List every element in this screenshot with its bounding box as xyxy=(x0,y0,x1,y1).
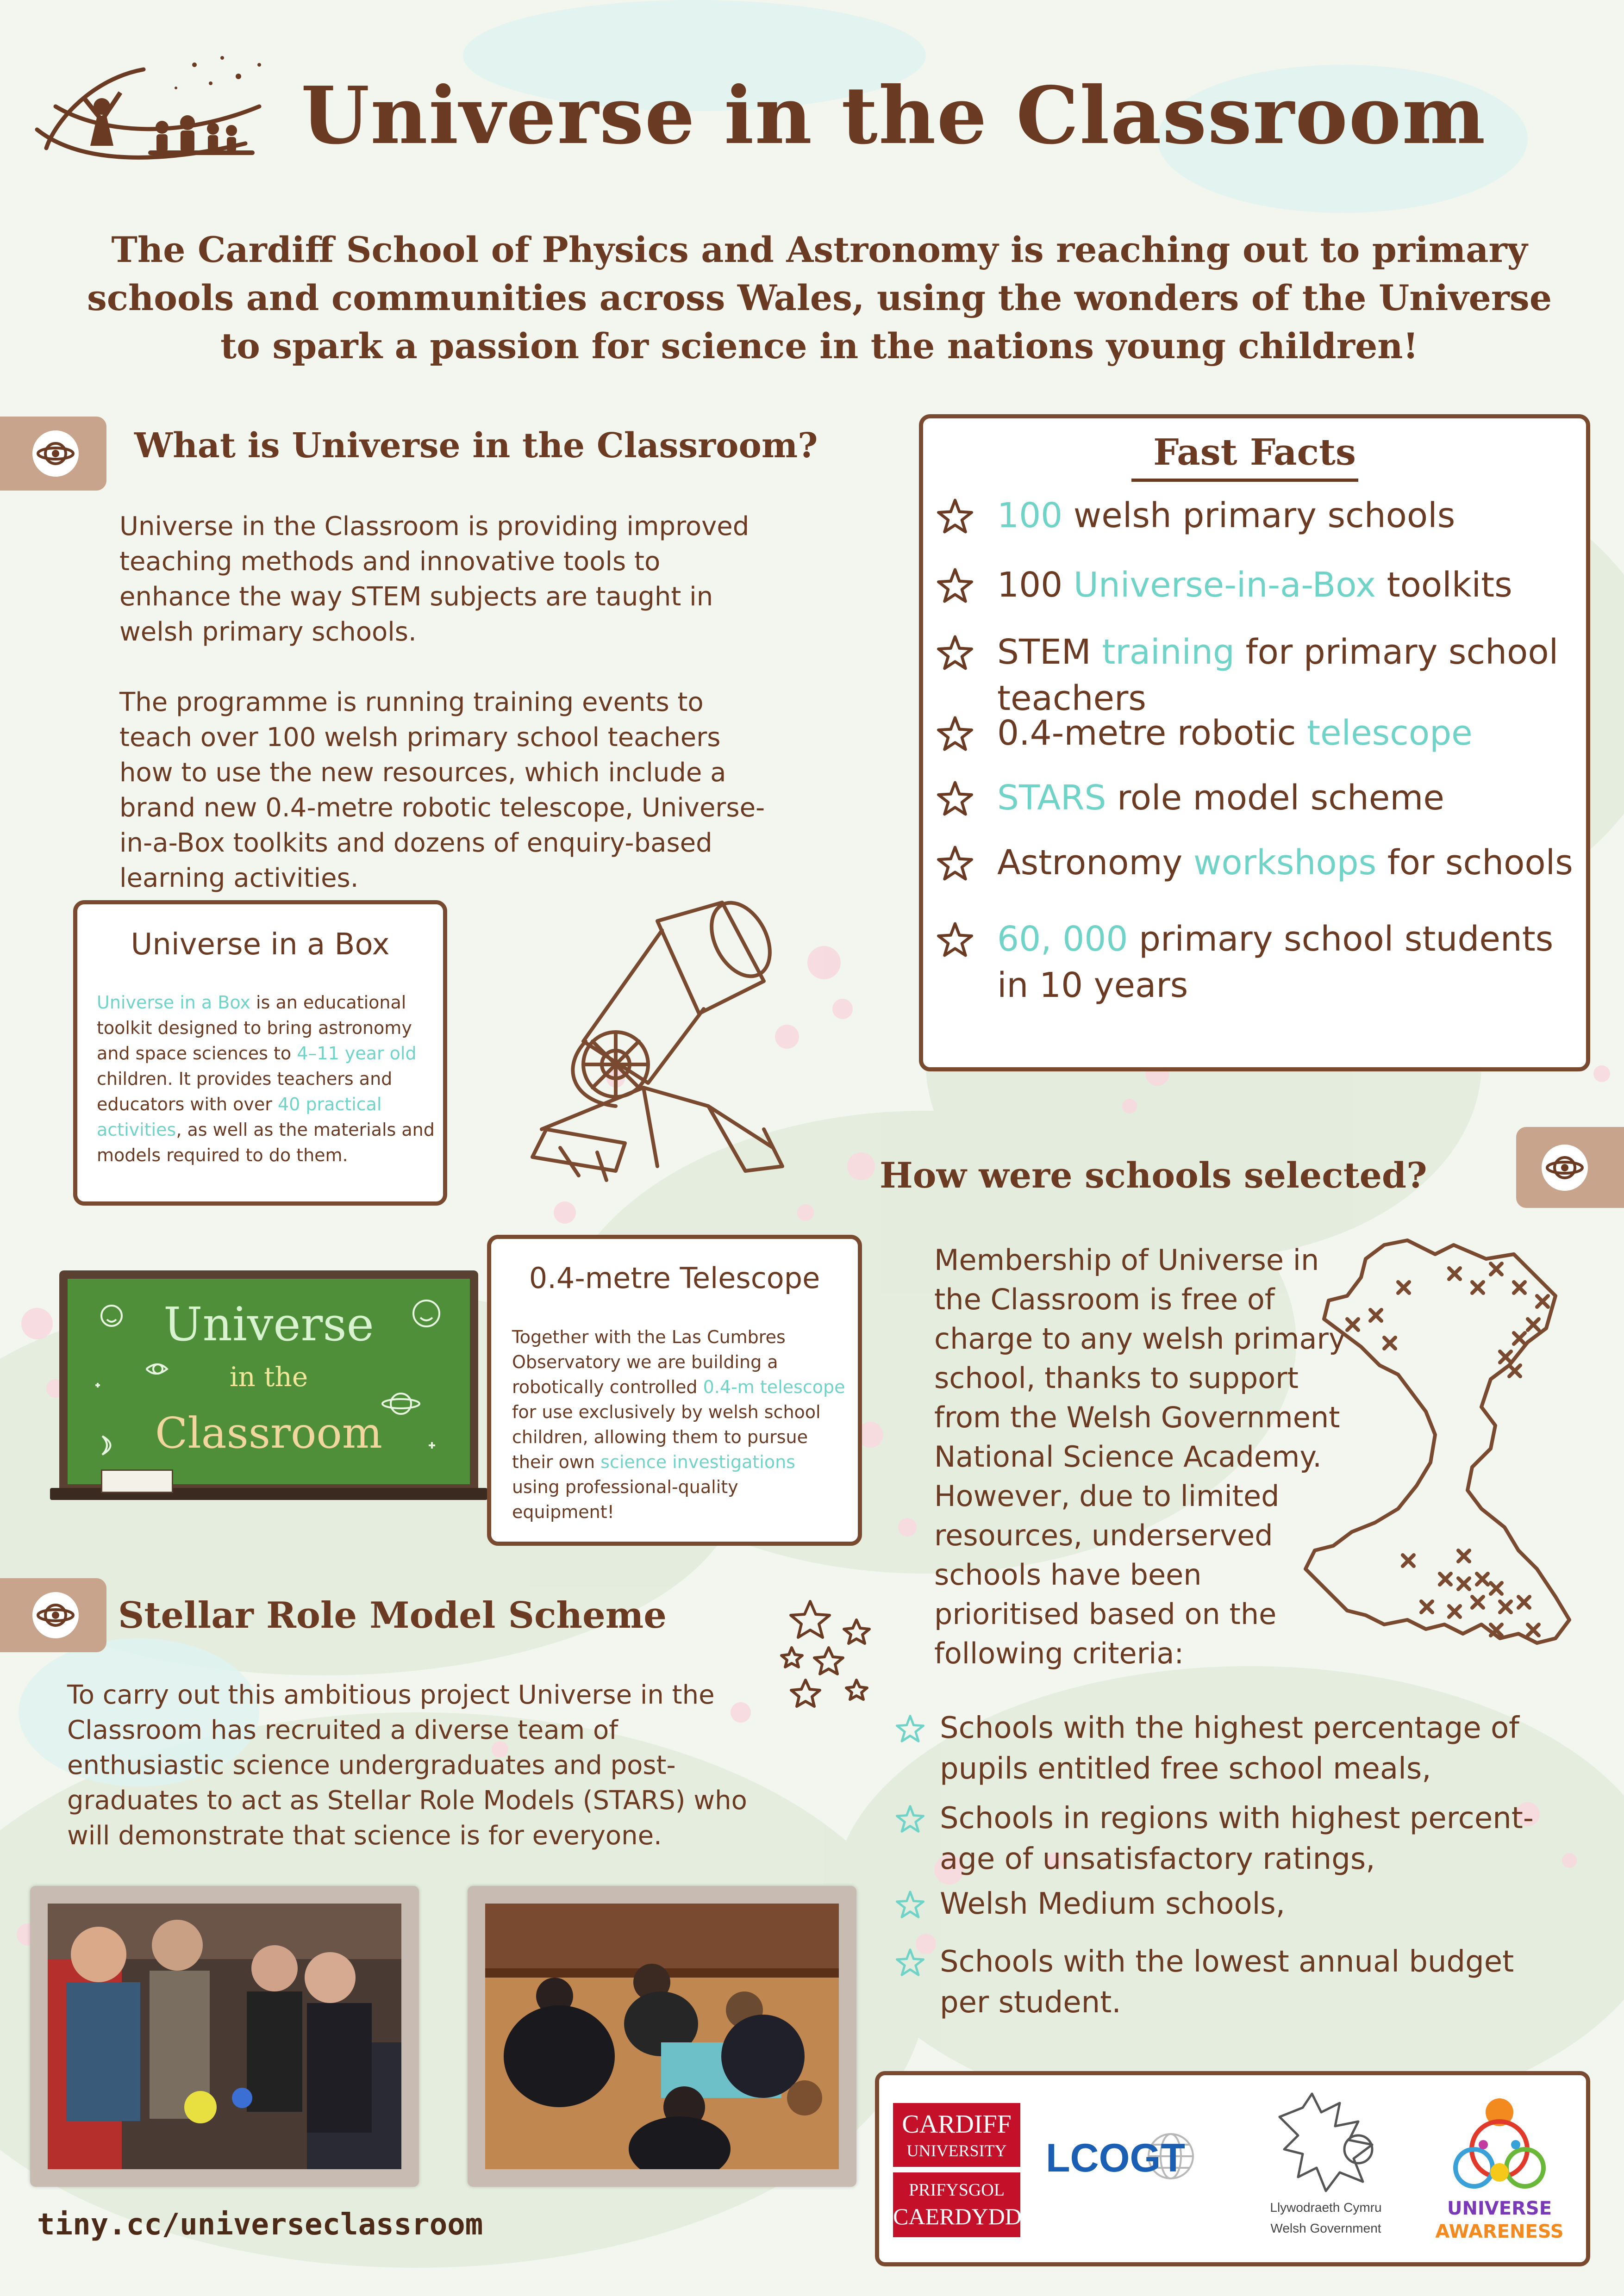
section-tab xyxy=(0,417,106,491)
fast-fact-text: 100 Universe-in-a-Box toolkits xyxy=(997,565,1512,605)
fast-fact-highlight: 100 xyxy=(997,496,1063,535)
fast-fact-highlight: telescope xyxy=(1306,713,1473,753)
star-icon xyxy=(937,498,973,534)
chalkboard-illustration xyxy=(59,1270,478,1511)
uiab-title: Universe in a Box xyxy=(131,927,390,962)
star-icon xyxy=(937,780,973,816)
what-heading: What is Universe in the Classroom? xyxy=(134,426,818,466)
fast-fact-text: STEM training for primary school xyxy=(997,632,1559,672)
section-tab xyxy=(1516,1127,1624,1208)
photo-classroom-students xyxy=(48,1904,401,2169)
telescope-illustration xyxy=(505,889,819,1189)
fast-fact-highlight: workshops xyxy=(1193,843,1377,883)
photo-workshop xyxy=(468,1886,856,2187)
fast-fact-highlight: 60, 000 xyxy=(997,919,1128,959)
photo-children-on-floor xyxy=(485,1904,839,2169)
star-icon xyxy=(937,716,973,752)
selected-body: Membership of Universe in the Classroom is free of charge to any welsh primary school, thanks to support from the Welsh Government National Science Academy. However, due to limited resources, underserved schools have been prioritised based on the following criteria: xyxy=(934,1243,1346,1670)
fast-fact-highlight: training xyxy=(1102,632,1235,672)
star-icon xyxy=(937,635,973,671)
chalkboard-line-2: in the xyxy=(229,1361,308,1393)
eraser xyxy=(101,1469,173,1493)
website-url[interactable]: tiny.cc/universeclassroom xyxy=(37,2208,483,2242)
dragon-icon xyxy=(1270,2089,1381,2196)
planet-icon xyxy=(32,1592,79,1638)
fast-fact-highlight: STARS xyxy=(997,778,1106,818)
star-icon xyxy=(937,845,973,881)
selected-heading: How were schools selected? xyxy=(880,1155,1427,1196)
fast-fact-text: 60, 000 primary school students xyxy=(997,919,1554,959)
caerdydd-text: CAERDYDD xyxy=(893,2203,1022,2229)
telescope-title: 0.4-metre Telescope xyxy=(529,1261,820,1295)
fast-fact-text-line-2: teachers xyxy=(997,678,1146,718)
lcogt-text: LCOGT xyxy=(1046,2136,1185,2180)
ua-text-2: AWARENESS xyxy=(1435,2221,1564,2242)
section-tab xyxy=(0,1578,106,1652)
heading-underline xyxy=(1131,479,1358,482)
teal-star-icon xyxy=(896,1714,924,1743)
criteria-item: Schools in regions with highest percent- age of unsatisfactory ratings, xyxy=(940,1801,1534,1876)
lcogt-logo xyxy=(1046,2126,1199,2200)
teal-star-icon xyxy=(896,1890,924,1919)
telescope-panel xyxy=(487,1235,862,1546)
what-paragraph-1: Universe in the Classroom is providing improved teaching methods and innovative tools to enhance the way STEM subjects are taught in welsh primary schools. xyxy=(119,511,750,647)
fast-fact-text: 100 welsh primary schools xyxy=(997,496,1455,535)
fast-facts-box xyxy=(919,414,1590,1071)
wg-welsh-text: Llywodraeth Cymru xyxy=(1270,2200,1382,2215)
chalkboard-line-3: Classroom xyxy=(155,1408,383,1458)
intro-text: The Cardiff School of Physics and Astronomy is reaching out to primary schools and communities across Wales, using the wonders of the Universe to spark a passion for science in the nations young children! xyxy=(87,229,1552,367)
photo-role-models xyxy=(30,1886,419,2187)
fast-facts-heading: Fast Facts xyxy=(1153,431,1356,473)
teal-star-icon xyxy=(896,1948,924,1977)
page-title: Universe in the Classroom xyxy=(301,69,1487,162)
cardiff-university-logo xyxy=(893,2103,1020,2237)
chalkboard-surface xyxy=(68,1279,470,1484)
fast-fact-text: STARS role model scheme xyxy=(997,778,1444,818)
star-icon xyxy=(937,921,973,958)
criteria-item: Welsh Medium schools, xyxy=(940,1887,1286,1921)
universe-awareness-icon xyxy=(1446,2094,1553,2196)
criteria-item: Schools with the highest percentage of pupils entitled free school meals, xyxy=(940,1711,1519,1786)
chalkboard-line-1: Universe xyxy=(163,1297,374,1351)
stars-heading: Stellar Role Model Scheme xyxy=(118,1594,667,1636)
welsh-government-logo xyxy=(1259,2089,1393,2256)
fast-fact-text-line-2: in 10 years xyxy=(997,965,1188,1005)
fast-fact-text: Astronomy workshops for schools xyxy=(997,843,1573,883)
planet-icon xyxy=(32,430,79,477)
stars-body: To carry out this ambitious project Universe in the Classroom has recruited a diverse team of enthusiastic science undergraduates and post-graduates to act as Stellar Role Models (STARS) who will demonstrate that science is for everyone. xyxy=(67,1680,747,1851)
star-icon xyxy=(937,567,973,604)
university-text: UNIVERSITY xyxy=(906,2141,1007,2160)
fast-fact-highlight: Universe-in-a-Box xyxy=(1073,565,1376,605)
teal-star-icon xyxy=(896,1804,924,1833)
chalk-doodles xyxy=(68,1279,470,1484)
criteria-item: Schools with the lowest annual budget per student. xyxy=(940,1945,1514,2020)
universe-in-a-box-panel xyxy=(73,900,447,1206)
cardiff-text: CARDIFF xyxy=(902,2110,1012,2139)
fast-fact-text: 0.4-metre robotic telescope xyxy=(997,713,1473,753)
uiab-body: Universe in a Box is an educational toolkit designed to bring astronomy and space sciences to 4–11 year old children. It provides teachers and educators with over 40 practical activities, as well as the materials and models required to do them. xyxy=(97,992,435,1165)
what-paragraph-2: The programme is running training events to teach over 100 welsh primary school teachers how to use the new resources, which include a brand new 0.4-metre robotic telescope, Universe-in-a-Box toolkits and dozens of enquiry-based learning activities. xyxy=(119,687,765,893)
universe-awareness-logo xyxy=(1425,2094,1574,2251)
wg-english-text: Welsh Government xyxy=(1270,2221,1381,2235)
ua-text-1: UNIVERSE xyxy=(1447,2198,1552,2219)
prifysgol-text: PRIFYSGOL xyxy=(909,2180,1005,2200)
stars-icon xyxy=(778,1587,880,1717)
telescope-body: Together with the Las Cumbres Observatory we are building a robotically controlled 0.4-m telescope for use exclusively by welsh school children, allowing them to pursue their own science investigations using professional-quality equipment! xyxy=(512,1327,845,1522)
planet-icon xyxy=(1542,1145,1588,1191)
universe-classroom-logo xyxy=(28,51,287,171)
sponsor-logos-panel xyxy=(875,2071,1590,2266)
wales-map xyxy=(1296,1226,1611,1680)
